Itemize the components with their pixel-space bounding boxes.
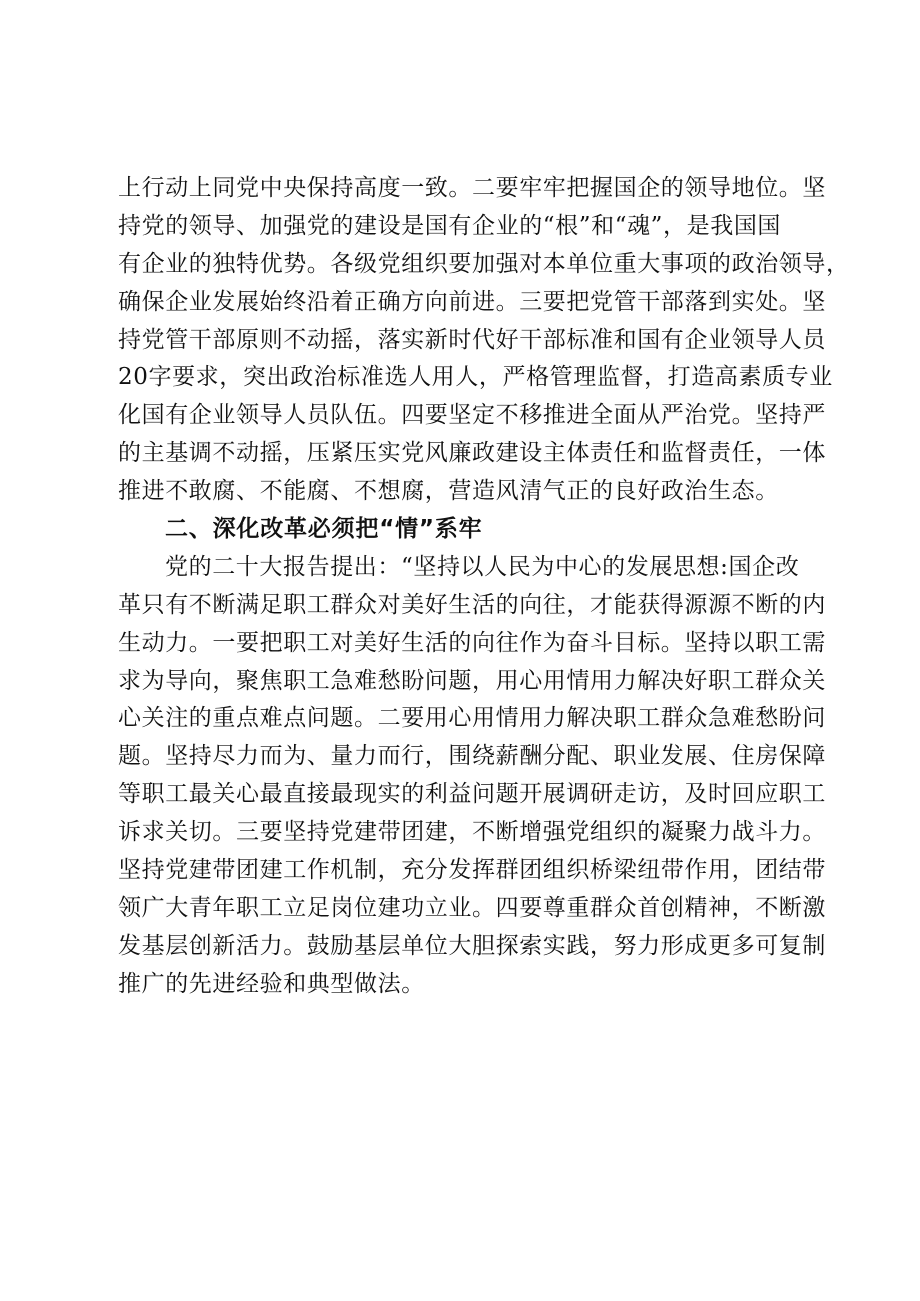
body-text-line: 心关注的重点难点问题。二要用心用情用力解决职工群众急难愁盼问 <box>118 705 826 732</box>
body-text-line: 20字要求，突出政治标准选人用人，严格管理监督，打造高素质专业 <box>118 364 833 391</box>
body-text-line: 的主基调不动摇，压紧压实党风廉政建设主体责任和监督责任，一体 <box>118 440 826 467</box>
body-text-line: 求为导向，聚焦职工急难愁盼问题，用心用情用力解决好职工群众关 <box>118 667 826 694</box>
document-body <box>118 170 850 1004</box>
body-text-line: 推广的先进经验和典型做法。 <box>118 970 425 997</box>
body-text-line: 化国有企业领导人员队伍。四要坚定不移推进全面从严治党。坚持严 <box>118 402 826 429</box>
body-text-line: 党的二十大报告提出：“坚持以人民为中心的发展思想:国企改 <box>165 553 800 580</box>
body-text-line: 等职工最关心最直接最现实的利益问题开展调研走访，及时回应职工 <box>118 781 826 808</box>
body-text-line: 上行动上同党中央保持高度一致。二要牢牢把握国企的领导地位。坚 <box>118 175 826 201</box>
body-text-line: 坚持党建带团建工作机制，充分发挥群团组织桥梁纽带作用，团结带 <box>118 857 826 884</box>
body-text-line: 诉求关切。三要坚持党建带团建，不断增强党组织的凝聚力战斗力。 <box>118 819 826 846</box>
body-text-line: 有企业的独特优势。各级党组织要加强对本单位重大事项的政治领导， <box>118 250 850 277</box>
body-text-line: 推进不敢腐、不能腐、不想腐，营造风清气正的良好政治生态。 <box>118 478 779 505</box>
body-text-line: 领广大青年职工立足岗位建功立业。四要尊重群众首创精神，不断激 <box>118 894 826 921</box>
body-text-line: 发基层创新活力。鼓励基层单位大胆探索实践，努力形成更多可复制 <box>118 932 826 959</box>
body-text-line: 题。坚持尽力而为、量力而行，围绕薪酬分配、职业发展、住房保障 <box>118 743 826 770</box>
body-text-line: 持党管干部原则不动摇，落实新时代好干部标准和国有企业领导人员 <box>118 326 826 353</box>
body-text-line: 革只有不断满足职工群众对美好生活的向往，才能获得源源不断的内 <box>118 591 826 618</box>
body-text-line: 持党的领导、加强党的建设是国有企业的“根”和“魂”，是我国国 <box>118 212 782 239</box>
body-text-line: 生动力。一要把职工对美好生活的向往作为奋斗目标。坚持以职工需 <box>118 629 826 656</box>
body-text-line: 确保企业发展始终沿着正确方向前进。三要把党管干部落到实处。坚 <box>118 288 826 315</box>
section-heading: 二、深化改革必须把“情”系牢 <box>165 516 483 543</box>
